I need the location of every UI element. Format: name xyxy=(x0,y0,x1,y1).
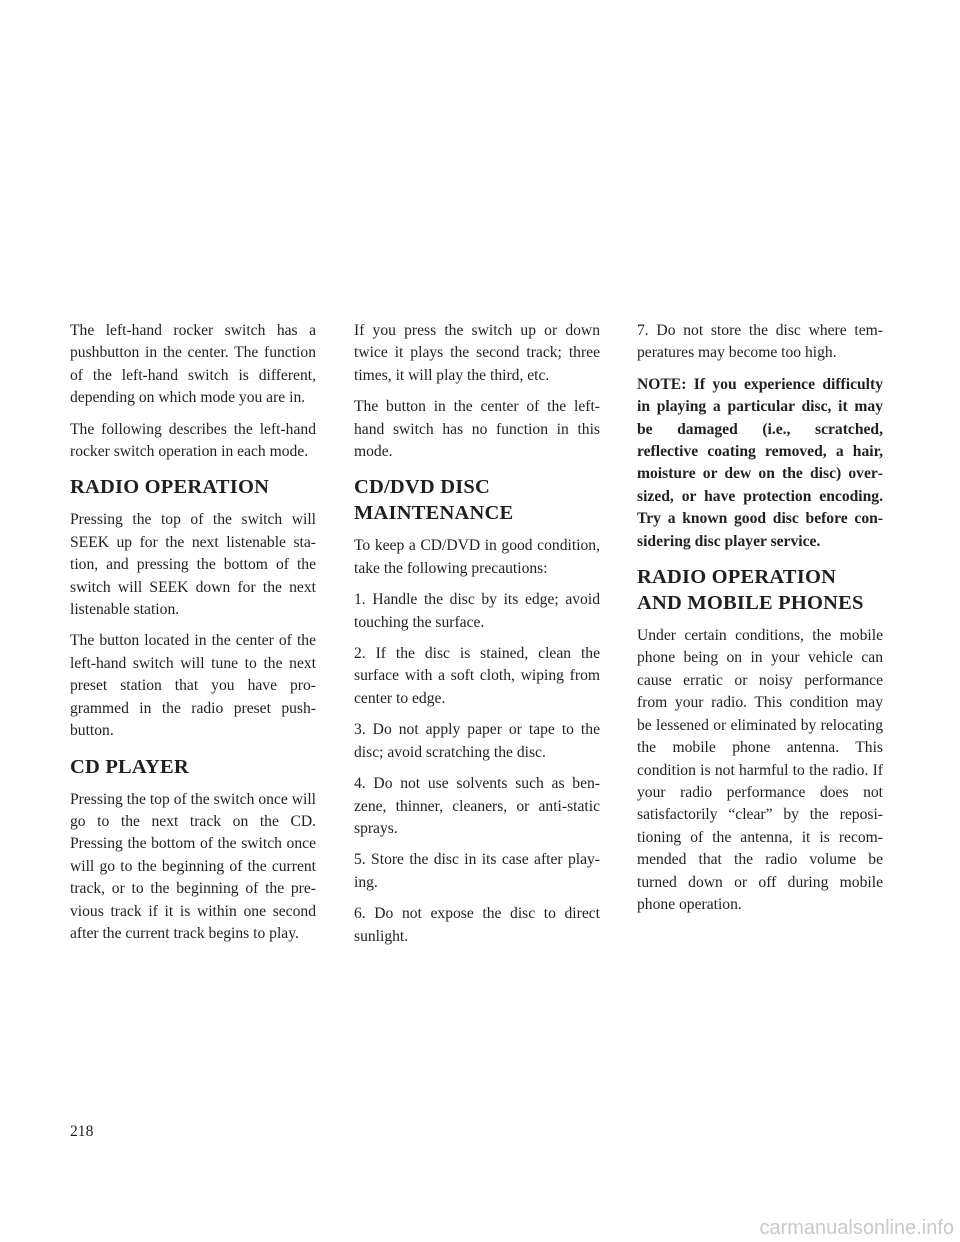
paragraph-rocker-switch: The left-hand rocker switch has a pushbutton in the center. The function of the left-hand switch is different, depending on which mode you are in. xyxy=(70,322,316,407)
list-item: 4. Do not use solvents such as benzene, thinner, cleaners, or anti-static sprays. xyxy=(354,775,600,837)
footer-watermark[interactable]: carmanualsonline.info xyxy=(759,1217,954,1239)
paragraph-mode-description: The following describes the left-hand rocker switch operation in each mode. xyxy=(70,420,316,461)
paragraph-no-function: The button in the center of the left-hand switch has no function in this mode. xyxy=(354,398,600,461)
list-item: 6. Do not expose the disc to direct sunlight. xyxy=(354,905,600,945)
heading-radio-mobile-phones: RADIO OPERATION AND MOBILE PHONES xyxy=(637,566,864,615)
paragraph-second-track: If you press the switch up or down twice it plays the second track; three times, it will play the third, etc. xyxy=(354,322,600,384)
paragraph-mobile-phones: Under certain conditions, the mobile phone being on in your vehicle can cause erratic or noisy performance from your radio. This condition may be lessened or eliminated by relocating the mobile phone antenna. This condition is not harmful to the radio. If your radio performance does not satisfactorily “clear” by the repositioning of the antenna, it is recommended that the radio volume be turned down or off during mobile phone operation. xyxy=(637,627,883,913)
column-2 xyxy=(354,320,600,957)
note-paragraph: NOTE: If you experience difficulty in playing a particular disc, it may be damaged (i.e., scratched, reflective coating removed, a hair, moisture or dew on the disc) oversized, or have protection encoding. Try a known good disc before considering disc player service. xyxy=(637,375,883,550)
list-item: 3. Do not apply paper or tape to the disc; avoid scratching the disc. xyxy=(354,721,600,761)
paragraph-seek: Pressing the top of the switch will SEEK up for the next listenable station, and pressing the bottom of the switch will SEEK down for the next listenable station. xyxy=(70,511,316,619)
column-3 xyxy=(637,320,883,925)
list-item: 5. Store the disc in its case after playing. xyxy=(354,851,600,891)
list-item: 1. Handle the disc by its edge; avoid touching the surface. xyxy=(354,591,600,631)
column-1 xyxy=(70,320,316,954)
heading-cd-player: CD PLAYER xyxy=(70,755,189,778)
list-item: 7. Do not store the disc where temperatures may become too high. xyxy=(637,322,883,362)
page-number: 218 xyxy=(70,1123,94,1140)
list-item: 2. If the disc is stained, clean the surface with a soft cloth, wiping from center to edge. xyxy=(354,645,600,707)
paragraph-preset: The button located in the center of the left-hand switch will tune to the next preset station that you have programmed in the radio preset pushbutton. xyxy=(70,632,316,740)
heading-disc-maintenance: CD/DVD DISC MAINTENANCE xyxy=(354,476,514,525)
paragraph-cd-track: Pressing the top of the switch once will go to the next track on the CD. Pressing the bottom of the switch once will go to the beginning of the current track, or to the beginning of the previous track if it is within one second after the current track begins to play. xyxy=(70,790,316,942)
heading-radio-operation: RADIO OPERATION xyxy=(70,476,270,499)
paragraph-precautions-intro: To keep a CD/DVD in good condition, take the following precautions: xyxy=(354,537,600,577)
